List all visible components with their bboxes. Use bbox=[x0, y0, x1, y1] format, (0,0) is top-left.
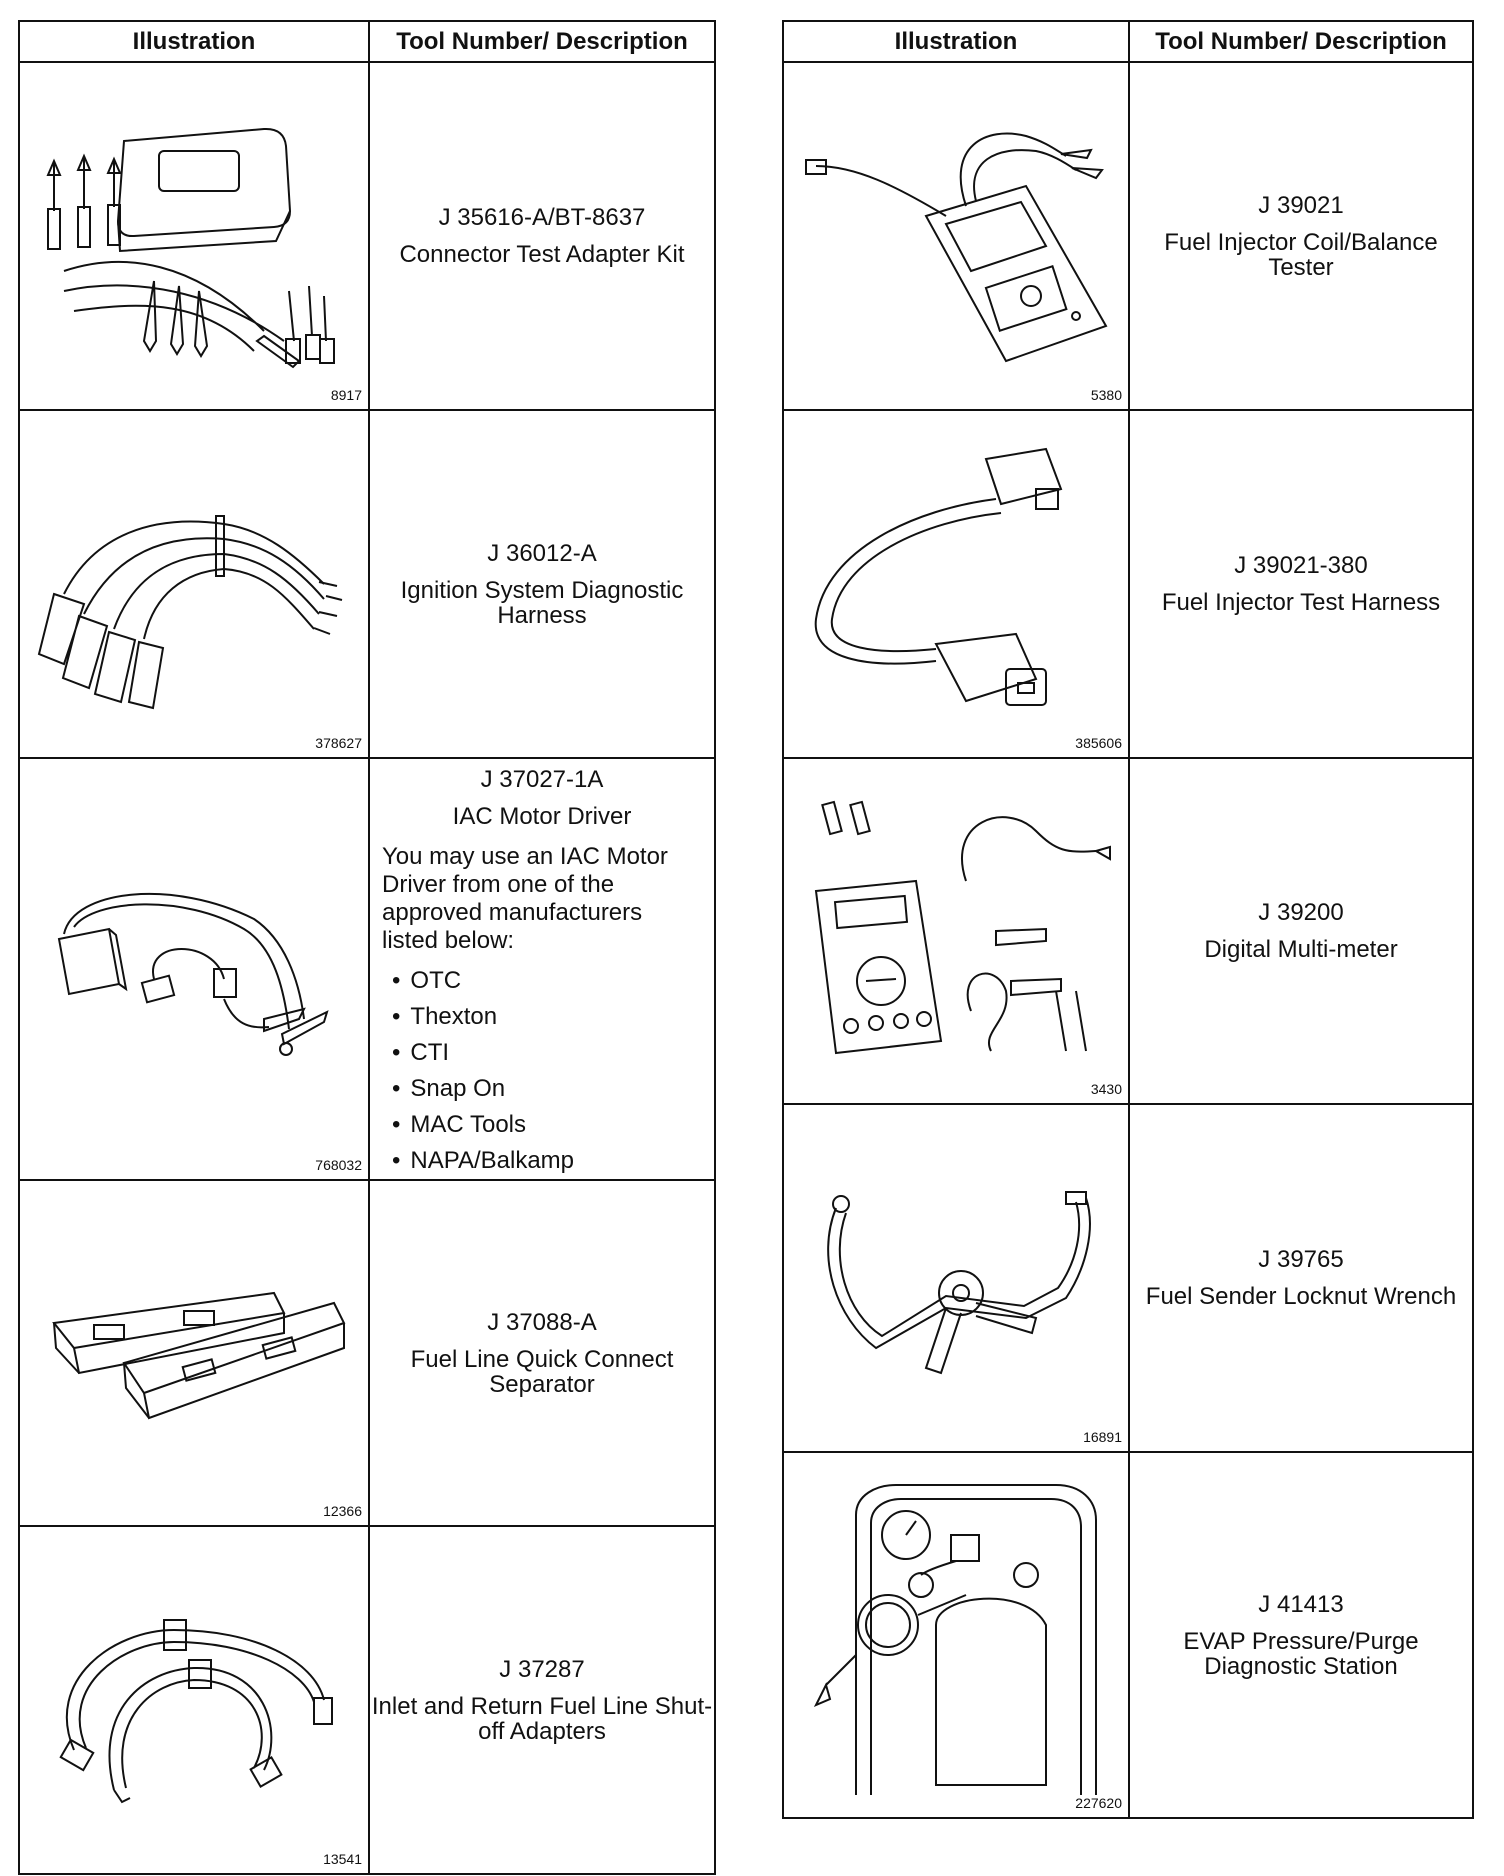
tool-number: J 39200 bbox=[1258, 899, 1344, 926]
table-row bbox=[19, 1526, 715, 1874]
figure-number: 385606 bbox=[1075, 735, 1122, 751]
table-row bbox=[783, 1452, 1473, 1818]
locknut-wrench-icon bbox=[796, 1168, 1116, 1388]
illustration-cell bbox=[783, 62, 1129, 410]
list-item: • CTI bbox=[392, 1035, 714, 1071]
injector-tester-icon bbox=[796, 106, 1116, 366]
figure-number: 8917 bbox=[330, 387, 362, 403]
manufacturer-note: You may use an IAC Motor Driver from one of the approved manufacturers listed below: bbox=[382, 843, 668, 954]
tool-number: J 39021 bbox=[1258, 191, 1344, 219]
table-row bbox=[783, 758, 1473, 1104]
table-row bbox=[19, 1180, 715, 1526]
description-cell bbox=[1129, 758, 1473, 1104]
tool-description: IAC Motor Driver bbox=[452, 803, 632, 830]
tool-description-header: Tool Number/ Description bbox=[1129, 21, 1473, 62]
tool-number: J 41413 bbox=[1258, 1590, 1344, 1618]
description-cell bbox=[1129, 1452, 1473, 1818]
list-item: • Snap On bbox=[392, 1071, 714, 1107]
tool-description: Connector Test Adapter Kit bbox=[399, 241, 685, 268]
table-row bbox=[19, 410, 715, 758]
illustration-cell bbox=[783, 1452, 1129, 1818]
description-cell bbox=[369, 758, 715, 1180]
left-tools-table bbox=[18, 20, 716, 1875]
illustration-cell bbox=[783, 758, 1129, 1104]
figure-number: 16891 bbox=[1083, 1429, 1122, 1445]
figure-number: 12366 bbox=[323, 1503, 362, 1519]
figure-number: 3430 bbox=[1090, 1081, 1122, 1097]
description-cell bbox=[369, 1526, 715, 1874]
tool-description: Fuel Sender Locknut Wrench bbox=[1145, 1283, 1457, 1310]
tool-number: J 39765 bbox=[1258, 1246, 1344, 1273]
illustration-cell bbox=[19, 1526, 369, 1874]
illustration-cell bbox=[19, 410, 369, 758]
figure-number: 13541 bbox=[323, 1851, 362, 1867]
description-cell bbox=[1129, 62, 1473, 410]
illustration-cell bbox=[783, 410, 1129, 758]
list-item: • NAPA/Balkamp bbox=[392, 1143, 714, 1179]
shut-off-adapters-icon bbox=[34, 1590, 354, 1810]
tool-description: Inlet and Return Fuel Line Shut-off Adapters bbox=[371, 1692, 713, 1745]
injector-harness-icon bbox=[796, 439, 1116, 729]
iac-motor-driver-icon bbox=[34, 849, 354, 1089]
tool-description: EVAP Pressure/Purge Diagnostic Station bbox=[1183, 1627, 1419, 1680]
list-item: • OTC bbox=[392, 963, 714, 999]
tool-description: Fuel Injector Test Harness bbox=[1161, 589, 1441, 616]
tool-number: J 39021-380 bbox=[1234, 552, 1368, 579]
tool-number: J 36012-A bbox=[487, 539, 597, 567]
figure-number: 227620 bbox=[1075, 1795, 1122, 1811]
description-cell bbox=[1129, 410, 1473, 758]
tool-number: J 37287 bbox=[499, 1655, 585, 1683]
table-row bbox=[19, 758, 715, 1180]
connector-test-adapter-kit-icon bbox=[34, 101, 354, 371]
quick-connect-separator-icon bbox=[34, 1253, 354, 1453]
figure-number: 5380 bbox=[1090, 387, 1122, 403]
illustration-cell bbox=[19, 758, 369, 1180]
tool-description-header: Tool Number/ Description bbox=[369, 21, 715, 62]
evap-station-icon bbox=[796, 1475, 1116, 1795]
description-cell bbox=[369, 62, 715, 410]
multimeter-icon bbox=[796, 781, 1116, 1081]
description-cell bbox=[369, 410, 715, 758]
tool-number: J 35616-A/BT-8637 bbox=[438, 204, 646, 231]
figure-number: 768032 bbox=[315, 1157, 362, 1173]
ignition-harness-icon bbox=[34, 454, 354, 714]
list-item: • MAC Tools bbox=[392, 1107, 714, 1143]
tool-description: Fuel Line Quick Connect Separator bbox=[410, 1345, 674, 1398]
right-tools-table bbox=[782, 20, 1474, 1819]
tool-description: Fuel Injector Coil/Balance Tester bbox=[1164, 228, 1438, 281]
table-row bbox=[783, 62, 1473, 410]
tool-description: Ignition System Diagnostic Harness bbox=[400, 576, 684, 629]
illustration-cell bbox=[783, 1104, 1129, 1452]
table-row bbox=[19, 62, 715, 410]
illustration-header: Illustration bbox=[19, 21, 369, 62]
tool-number: J 37088-A bbox=[487, 1308, 597, 1336]
description-cell bbox=[1129, 1104, 1473, 1452]
table-row bbox=[783, 1104, 1473, 1452]
tool-number: J 37027-1A bbox=[480, 766, 604, 793]
manufacturer-list bbox=[392, 963, 714, 1179]
figure-number: 378627 bbox=[315, 735, 362, 751]
illustration-cell bbox=[19, 62, 369, 410]
illustration-header: Illustration bbox=[783, 21, 1129, 62]
tool-description: Digital Multi-meter bbox=[1204, 936, 1398, 963]
illustration-cell bbox=[19, 1180, 369, 1526]
table-row bbox=[783, 410, 1473, 758]
description-cell bbox=[369, 1180, 715, 1526]
list-item: • Thexton bbox=[392, 999, 714, 1035]
